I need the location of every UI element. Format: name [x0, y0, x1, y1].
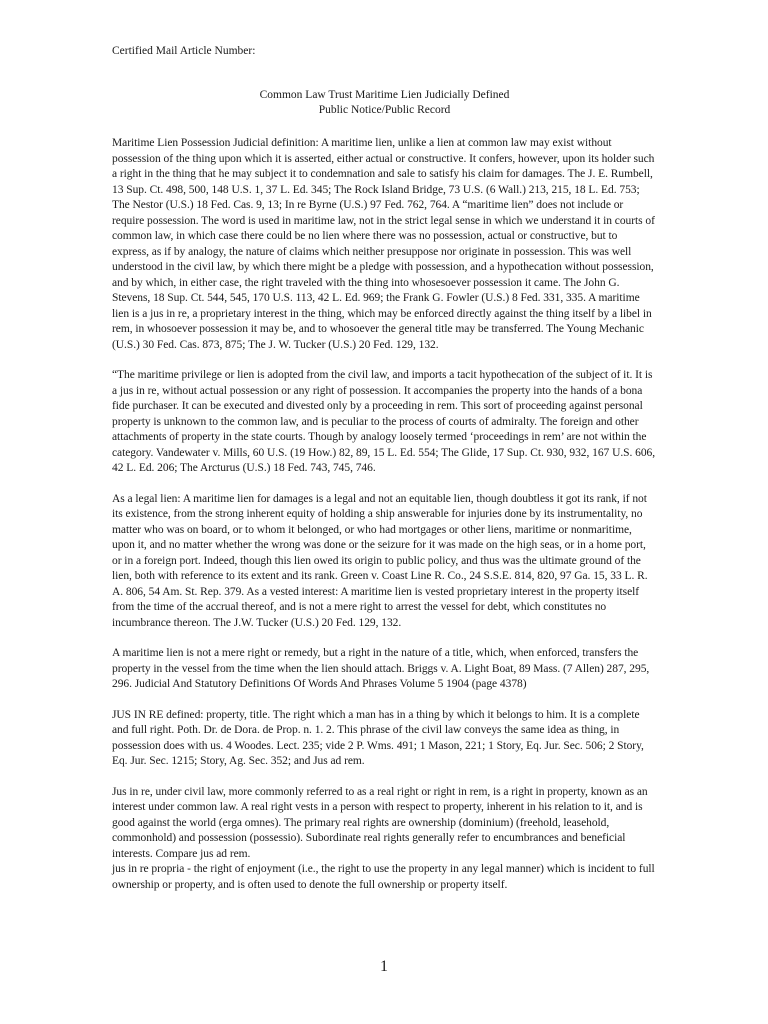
paragraph-title-nature: A maritime lien is not a mere right or remedy, but a right in the nature of a title, which, when enforced, transfers the property in the vessel from the time when the lien should attach. Briggs v. A. Light Boat, 89 Mass. (7 Allen) 287, 295, 296. Judicial And Statutory Definitions Of Words And Phrases Volume 5 1904 (page 4378) — [112, 647, 650, 690]
paragraph-jus-in-re-civil-law: Jus in re, under civil law, more commonly referred to as a real right or right in rem, is a right in property, known as an interest under common law. A real right vests in a person with respect to property, inherent in his relation to it, and is good against the world (erga omnes). The primary real rights are ownership (dominium) (freehold, leasehold, commonhold) and possession (possessio). Subordinate real rights generally refer to encumbrances and beneficial interests. Compare jus ad rem. — [112, 785, 648, 860]
title-line-1: Common Law Trust Maritime Lien Judicially Defined — [259, 89, 510, 101]
document-page — [112, 44, 657, 908]
document-title — [112, 88, 657, 118]
paragraph-maritime-privilege: “The maritime privilege or lien is adopted from the civil law, and imports a tacit hypothecation of the subject of it. It is a jus in re, without actual possession or any right of possession. It accompanies the property into the hands of a bona fide purchaser. It can be executed and divested only by a proceeding in rem. This sort of proceeding against personal property is unknown to the common law, and is peculiar to the process of courts of admiralty. The foreign and other attachments of property in the state courts. Though by analogy loosely termed ‘proceedings in rem’ are not within the category. Vandewater v. Mills, 60 U.S. (19 How.) 82, 89, 15 L. Ed. 554; The Glide, 17 Sup. Ct. 930, 932, 167 U.S. 606, 42 L. Ed. 206; The Arcturus (U.S.) 18 Fed. 743, 745, 746. — [112, 369, 656, 474]
paragraph-maritime-lien-possession: Maritime Lien Possession Judicial definition: A maritime lien, unlike a lien at common law may exist without possession of the thing upon which it is asserted, either actual or constructive. It confers, however, upon its holder such a right in the thing that he may subject it to condemnation and sale to satisfy his claim for damages. The J. E. Rumbell, 13 Sup. Ct. 498, 500, 148 U.S. 1, 37 L. Ed. 345; The Rock Island Bridge, 73 U.S. (6 Wall.) 213, 215, 18 L. Ed. 753; The Nestor (U.S.) 18 Fed. Cas. 9, 13; In re Byrne (U.S.) 97 Fed. 762, 764. A “maritime lien” does not include or require possession. The word is used in maritime law, not in the strict legal sense in which we understand it in courts of common law, in which case there could be no lien where there was no possession, actual or constructive, but to express, as if by analogy, the nature of claims which neither presuppose nor originate in possession. This was well understood in the civil law, by which there might be a pledge with possession, and a hypothecation without possession, and by which, in either case, the right traveled with the thing into whosesoever possession it came. The John G. Stevens, 18 Sup. Ct. 544, 545, 170 U.S. 113, 42 L. Ed. 969; the Frank G. Fowler (U.S.) 8 Fed. 331, 335. A maritime lien is a jus in re, a proprietary interest in the thing, which may be enforced directly against the thing itself by a libel in rem, in whosoever possession it may be, and to whosoever the general title may be transferred. The Young Mechanic (U.S.) 30 Fed. Cas. 873, 875; The J. W. Tucker (U.S.) 20 Fed. 129, 132. — [112, 137, 655, 351]
page-number: 1 — [380, 958, 388, 975]
paragraph-jus-in-re-defined: JUS IN RE defined: property, title. The right which a man has in a thing by which it belongs to him. It is a complete and full right. Poth. Dr. de Dora. de Prop. n. 1. 2. This phrase of the civil law conveys the same idea as thing, in possession does with us. 4 Woodes. Lect. 235; vide 2 P. Wms. 491; 1 Mason, 221; 1 Story, Eq. Jur. Sec. 506; 2 Story, Eq. Jur. Sec. 1215; Story, Ag. Sec. 352; and Jus ad rem. — [112, 708, 644, 767]
paragraph-legal-lien: As a legal lien: A maritime lien for damages is a legal and not an equitable lien, though doubtless it got its rank, if not its existence, from the strong inherent equity of holding a ship answerable for injuries done by its instrumentality, no matter who was on board, or to whom it belonged, or who had mortgages or other liens, maritime or nonmaritime, upon it, and no matter whether the wrong was done or the seizure for it was made on the high seas, or in a home port, or in a foreign port. Indeed, though this lien owed its origin to public policy, and thus was the ultimate ground of the lien, both with reference to its extent and its rank. Green v. Coast Line R. Co., 24 S.S.E. 814, 820, 97 Ga. 15, 33 L. R. A. 806, 54 Am. St. Rep. 379. As a vested interest: A maritime lien is vested proprietary interest in the property itself from the time of the accrual thereof, and is not a mere right to arrest the vessel for debt, which constitutes no incumbrance thereon. The J.W. Tucker (U.S.) 20 Fed. 129, 132. — [112, 492, 648, 629]
title-line-2: Public Notice/Public Record — [318, 104, 451, 116]
paragraph-jus-in-re-propria: jus in re propria - the right of enjoyment (i.e., the right to use the property in any legal manner) which is incident to full ownership or property, and is often used to denote the full ownership or property itself. — [112, 863, 655, 891]
certified-mail-header: Certified Mail Article Number: — [112, 45, 256, 57]
